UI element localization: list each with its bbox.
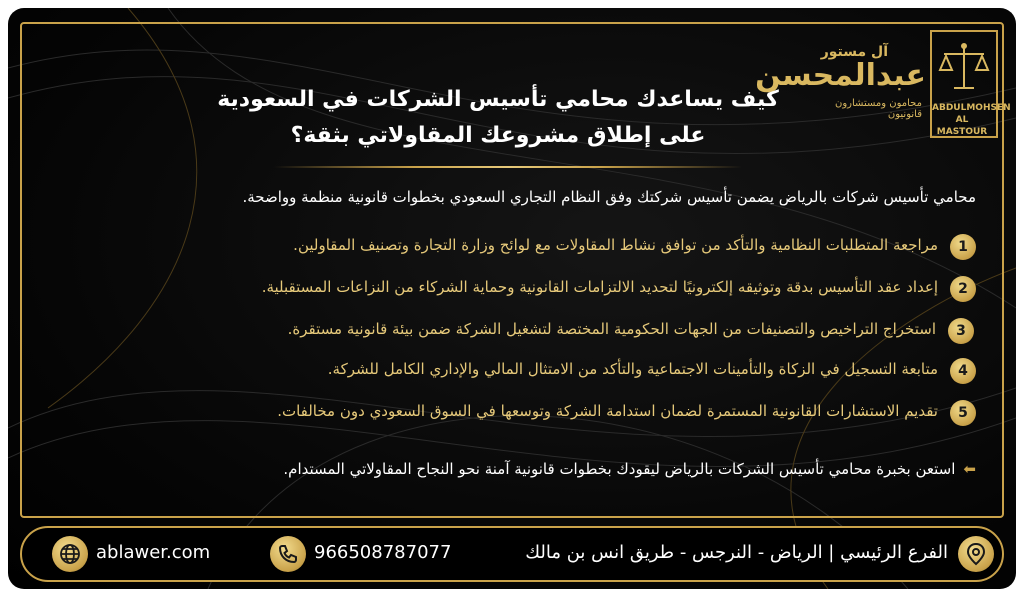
logo-emblem-box (930, 30, 1011, 138)
page-title: كيف يساعدك محامي تأسيس الشركات في السعودية على إطلاق مشروعك المقاولاتي بثقة؟ (217, 87, 779, 148)
logo-arabic-subtitle: محامون ومستشارون قانونيون (835, 98, 922, 120)
intro-paragraph: محامي تأسيس شركات بالرياض يضمن تأسيس شركتك وفق النظام التجاري السعودي بخطوات قانونية منظمة وواضحة. (242, 188, 976, 206)
step-number-badge: 3 (948, 318, 974, 344)
logo-english-name (932, 102, 1011, 138)
step-number-badge: 1 (950, 234, 976, 260)
logo-english-line2: AL MASTOUR (936, 115, 988, 137)
list-item (156, 234, 976, 264)
list-item (196, 358, 976, 388)
globe-icon-glyph (52, 536, 88, 572)
list-item-text: استخراج التراخيص والتصنيفات من الجهات الحكومية المختصة لتشغيل الشركة ضمن بيئة قانونية مستقرة. (287, 320, 936, 338)
location-pin-icon (958, 536, 994, 572)
list-item-text: تقديم الاستشارات القانونية المستمرة لضمان استدامة الشركة وتوسعها في السوق السعودي دون مخالفات. (277, 402, 938, 420)
step-number-badge: 5 (950, 400, 976, 426)
arrow-left-icon: ⬅ (963, 460, 976, 478)
step-number-badge: 2 (950, 276, 976, 302)
phone-icon-glyph (270, 536, 306, 572)
title-divider (274, 166, 742, 168)
list-item (176, 400, 976, 430)
phone-icon (270, 536, 306, 572)
location-pin-icon-glyph (958, 536, 994, 572)
firm-logo (755, 30, 1011, 142)
logo-english-line1: ABDULMOHSEN (932, 103, 1011, 113)
list-item (126, 276, 976, 306)
logo-arabic-family-name: آل مستور (820, 44, 888, 60)
globe-icon (52, 536, 88, 572)
scales-of-justice-icon (932, 36, 996, 100)
infographic-card (8, 8, 1016, 589)
list-item-text: مراجعة المتطلبات النظامية والتأكد من توافق نشاط المقاولات مع لوائح وزارة التجارة وتصنيف المقاولين. (293, 236, 938, 254)
list-item (154, 318, 974, 348)
footer-address: الفرع الرئيسي | الرياض - النرجس - طريق انس بن مالك (525, 542, 948, 563)
footer-website-link[interactable]: ablawer.com (96, 542, 211, 563)
list-item-text: متابعة التسجيل في الزكاة والتأمينات الاجتماعية والتأكد من الامتثال المالي والإداري الكامل للشركة. (327, 360, 938, 378)
closing-note-text: استعن بخبرة محامي تأسيس الشركات بالرياض ليقودك بخطوات قانونية آمنة نحو النجاح المقاولاتي المستدام. (283, 460, 956, 478)
footer-phone[interactable]: 966508787077 (314, 542, 452, 563)
list-item-text: إعداد عقد التأسيس بدقة وتوثيقه إلكترونيًا لتحديد الالتزامات القانونية وحماية الشركاء من النزاعات المستقبلية. (261, 278, 938, 296)
contact-footer (20, 526, 1004, 582)
logo-arabic-name: عبدالمحسن (755, 58, 926, 93)
closing-note (283, 460, 976, 478)
step-number-badge: 4 (950, 358, 976, 384)
